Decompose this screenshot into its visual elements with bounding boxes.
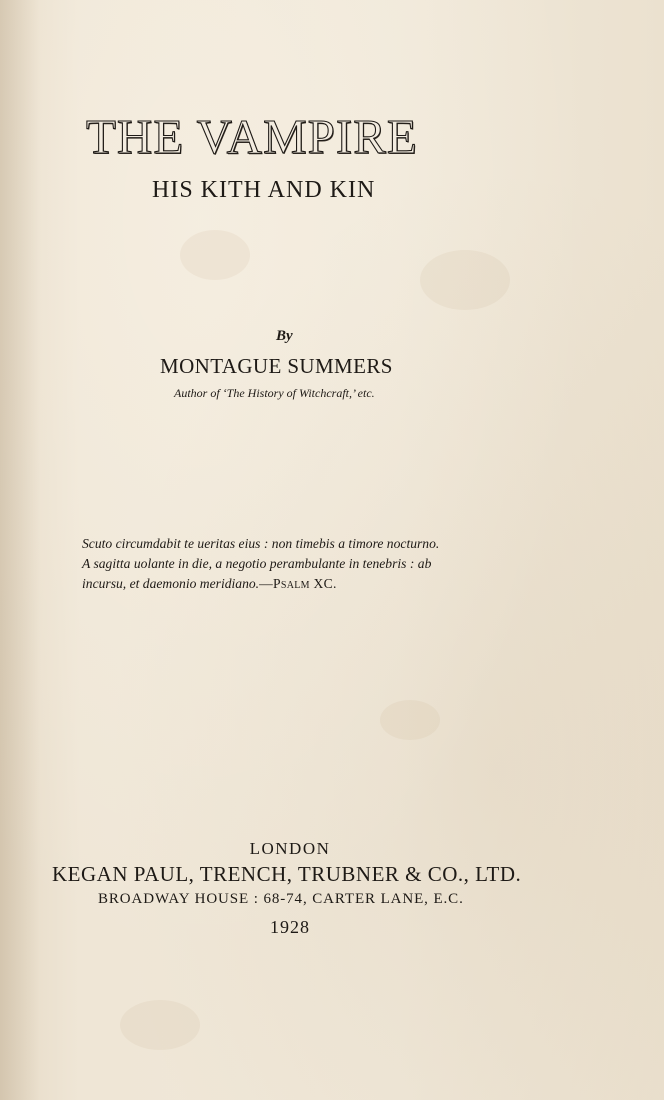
- epigraph-line: Scuto circumdabit te ueritas eius : non timebis a timore nocturno.: [82, 536, 440, 551]
- imprint-publisher: KEGAN PAUL, TRENCH, TRUBNER & CO., LTD.: [52, 862, 522, 886]
- book-subtitle: HIS KITH AND KIN: [152, 177, 376, 203]
- epigraph: [82, 534, 512, 594]
- imprint-place: LONDON: [249, 839, 331, 858]
- book-title: THE VAMPIRE: [86, 109, 418, 164]
- paper-stain: [180, 230, 250, 280]
- epigraph-line: [82, 574, 512, 594]
- epigraph-line: A sagitta uolante in die, a negotio perambulante in tenebris : ab: [82, 556, 432, 571]
- author-name: MONTAGUE SUMMERS: [160, 354, 393, 378]
- epigraph-source: —Psalm XC.: [259, 576, 337, 591]
- paper-stain: [420, 250, 510, 310]
- by-line: By: [276, 328, 293, 344]
- epigraph-line-text: incursu, et daemonio meridiano.: [82, 576, 260, 591]
- imprint-year: 1928: [270, 917, 310, 937]
- paper-stain: [120, 1000, 200, 1050]
- imprint-address: BROADWAY HOUSE : 68-74, CARTER LANE, E.C.: [98, 891, 464, 907]
- author-credit: Author of ‘The History of Witchcraft,’ etc.: [174, 386, 375, 400]
- paper-stain: [380, 700, 440, 740]
